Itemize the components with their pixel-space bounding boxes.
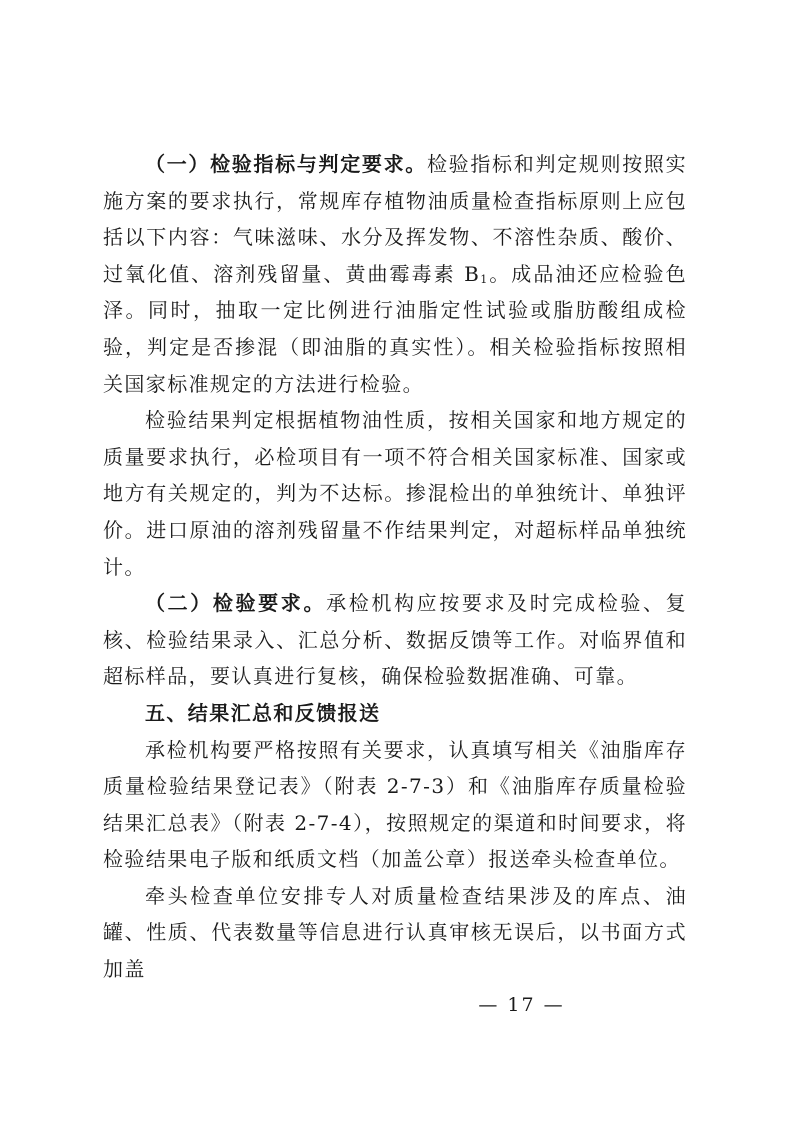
aflatoxin-subscript: 1 [480,272,489,286]
paragraph-section-two [103,585,687,695]
section-one-text: 检验指标和判定规则按照实施方案的要求执行，常规库存植物油质量检查指标原则上应包括以下内容：气味滋味、水分及挥发物、不溶性杂质、酸价、过氧化值、溶剂残留量、黄曲霉毒素 B [103,152,687,286]
section-one-text-continued: 。成品油还应检验色泽。同时，抽取一定比例进行油脂定性试验或脂肪酸组成检验，判定是否掺混（即油脂的真实性）。相关检验指标按照相关国家标准规定的方法进行检验。 [103,261,687,396]
section-five-heading: 五、结果汇总和反馈报送 [145,700,381,725]
section-two-heading: （二）检验要求。 [145,591,327,616]
page-body [103,146,687,988]
paragraph-review: 牵头检查单位安排专人对质量检查结果涉及的库点、油罐、性质、代表数量等信息进行认真审核无误后，以书面方式加盖 [103,883,687,982]
page-number: — 17 — [478,994,565,1016]
paragraph-result-judgement: 检验结果判定根据植物油性质，按相关国家和地方规定的质量要求执行，必检项目有一项不符合相关国家标准、国家或地方有关规定的，判为不达标。掺混检出的单独统计、单独评价。进口原油的溶剂残留量不作结果判定，对超标样品单独统计。 [103,408,687,579]
paragraph-section-one [103,146,687,402]
section-one-heading: （一）检验指标与判定要求。 [145,152,427,176]
paragraph-report: 承检机构要严格按照有关要求，认真填写相关《油脂库存质量检验结果登记表》（附表 2-7-3）和《油脂库存质量检验结果汇总表》（附表 2-7-4），按照规定的渠道和时间要求，将检验结果电子版和纸质文档（加盖公章）报送牵头检查单位。 [103,737,687,872]
section-two-text: 承检机构应按要求及时完成检验、复核、检验结果录入、汇总分析、数据反馈等工作。对临界值和超标样品，要认真进行复核，确保检验数据准确、可靠。 [103,591,687,689]
